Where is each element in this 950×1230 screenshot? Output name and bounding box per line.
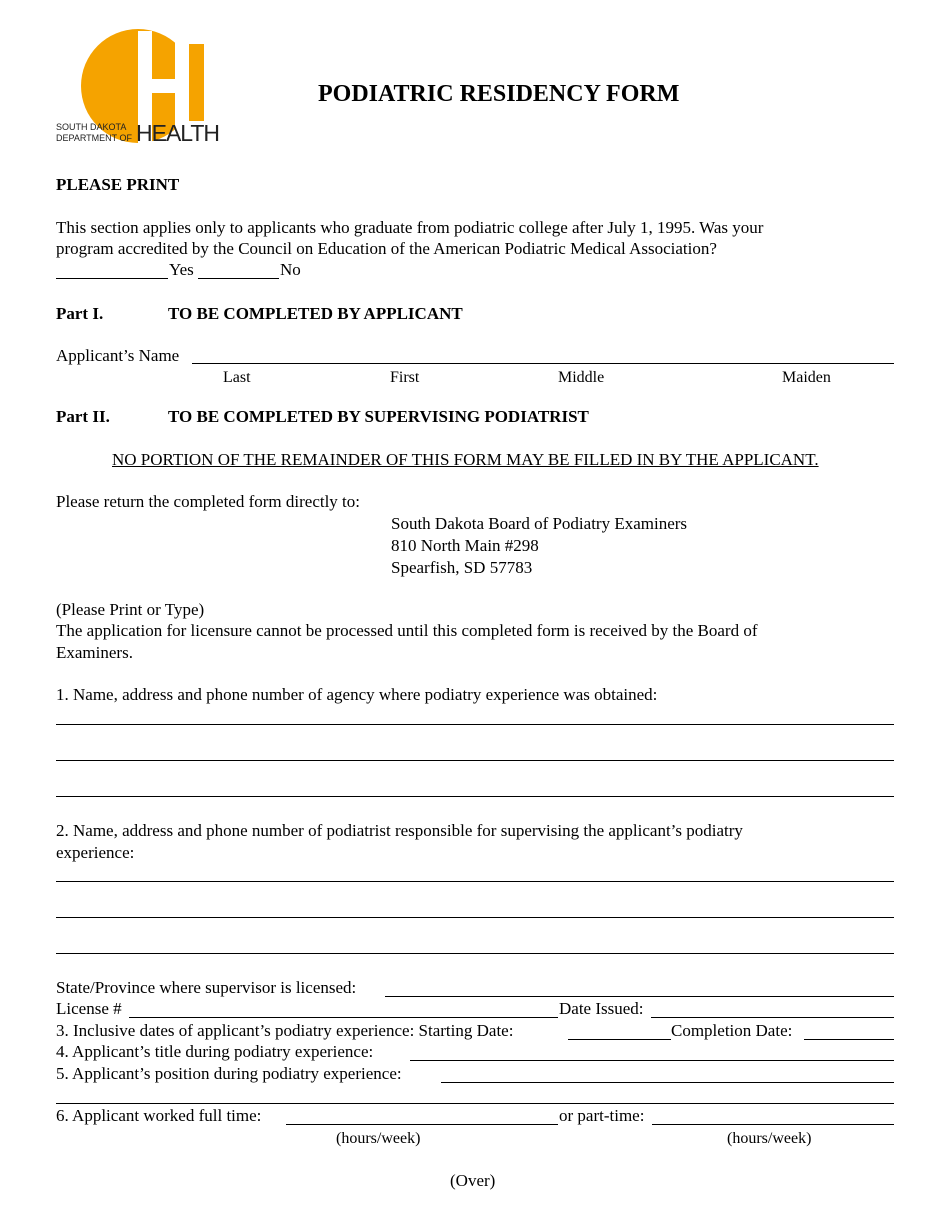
page-over-note: (Over) (450, 1171, 496, 1190)
processing-note-line1: The application for licensure cannot be processed until this completed form is received by the Board of (56, 621, 758, 640)
full-time-hours-line[interactable] (286, 1124, 558, 1125)
question-1-text: 1. Name, address and phone number of agency where podiatry experience was obtained: (56, 685, 658, 704)
return-address-line1: South Dakota Board of Podiatry Examiners (391, 514, 688, 533)
question-5-answer-line-2[interactable] (56, 1103, 894, 1104)
south-dakota-health-logo (54, 29, 220, 146)
starting-date-line[interactable] (568, 1039, 671, 1040)
return-intro: Please return the completed form directly to: (56, 492, 361, 511)
date-issued-line[interactable] (651, 1017, 894, 1018)
logo-health-word: HEALTH (136, 120, 220, 146)
logo-orange-right-stem (189, 44, 204, 121)
completion-date-label: Completion Date: (671, 1021, 793, 1040)
license-number-label: License # (56, 999, 122, 1018)
question-3-text: 3. Inclusive dates of applicant’s podiatry experience: Starting Date: (56, 1021, 514, 1040)
return-address-line2: 810 North Main #298 (391, 536, 539, 555)
question-4-answer-line[interactable] (410, 1060, 894, 1061)
part1-label: Part I. (56, 304, 104, 323)
no-answer-line[interactable] (198, 278, 279, 279)
question-2-text-line1: 2. Name, address and phone number of podiatrist responsible for supervising the applicant’s podiatry (56, 821, 743, 840)
date-issued-label: Date Issued: (559, 999, 644, 1018)
yes-label: Yes (169, 260, 194, 279)
question-1-answer-line-3[interactable] (56, 796, 894, 797)
question-2-text-line2: experience: (56, 843, 135, 862)
full-time-unit-label: (hours/week) (336, 1130, 421, 1147)
applicant-name-line[interactable] (192, 363, 894, 364)
name-sublabel-last: Last (223, 369, 251, 386)
please-print-heading: PLEASE PRINT (56, 175, 180, 194)
part-time-unit-label: (hours/week) (727, 1130, 812, 1147)
question-2-answer-line-3[interactable] (56, 953, 894, 954)
question-1-answer-line-1[interactable] (56, 724, 894, 725)
name-sublabel-middle: Middle (558, 369, 605, 386)
no-label: No (280, 260, 301, 279)
intro-line-2: program accredited by the Council on Education of the American Podiatric Medical Association? (56, 239, 717, 258)
part1-heading: TO BE COMPLETED BY APPLICANT (168, 304, 463, 323)
applicant-restriction-notice: NO PORTION OF THE REMAINDER OF THIS FORM MAY BE FILLED IN BY THE APPLICANT. (112, 450, 819, 469)
question-6-text: 6. Applicant worked full time: (56, 1106, 262, 1125)
state-licensed-label: State/Province where supervisor is licensed: (56, 978, 357, 997)
name-sublabel-first: First (390, 369, 420, 386)
part-time-hours-line[interactable] (652, 1124, 894, 1125)
applicant-name-label: Applicant’s Name (56, 346, 180, 365)
state-licensed-line[interactable] (385, 996, 894, 997)
question-5-text: 5. Applicant’s position during podiatry experience: (56, 1064, 402, 1083)
question-2-answer-line-2[interactable] (56, 917, 894, 918)
processing-note-line2: Examiners. (56, 643, 133, 662)
logo-org-line1: SOUTH DAKOTA (56, 122, 127, 132)
question-4-text: 4. Applicant’s title during podiatry experience: (56, 1042, 374, 1061)
question-2-answer-line-1[interactable] (56, 881, 894, 882)
intro-line-1: This section applies only to applicants who graduate from podiatric college after July 1, 1995. Was your (56, 218, 764, 237)
logo-org-line2: DEPARTMENT OF (56, 133, 133, 143)
license-number-line[interactable] (129, 1017, 558, 1018)
part2-heading: TO BE COMPLETED BY SUPERVISING PODIATRIST (168, 407, 589, 426)
question-1-answer-line-2[interactable] (56, 760, 894, 761)
return-address-line3: Spearfish, SD 57783 (391, 558, 533, 577)
logo-white-crossbar (138, 79, 189, 93)
completion-date-line[interactable] (804, 1039, 894, 1040)
question-5-answer-line[interactable] (441, 1082, 894, 1083)
yes-answer-line[interactable] (56, 278, 168, 279)
part-time-label: or part-time: (559, 1106, 645, 1125)
page-title: PODIATRIC RESIDENCY FORM (318, 81, 680, 107)
name-sublabel-maiden: Maiden (782, 369, 831, 386)
print-or-type-note: (Please Print or Type) (56, 600, 205, 619)
part2-label: Part II. (56, 407, 110, 426)
